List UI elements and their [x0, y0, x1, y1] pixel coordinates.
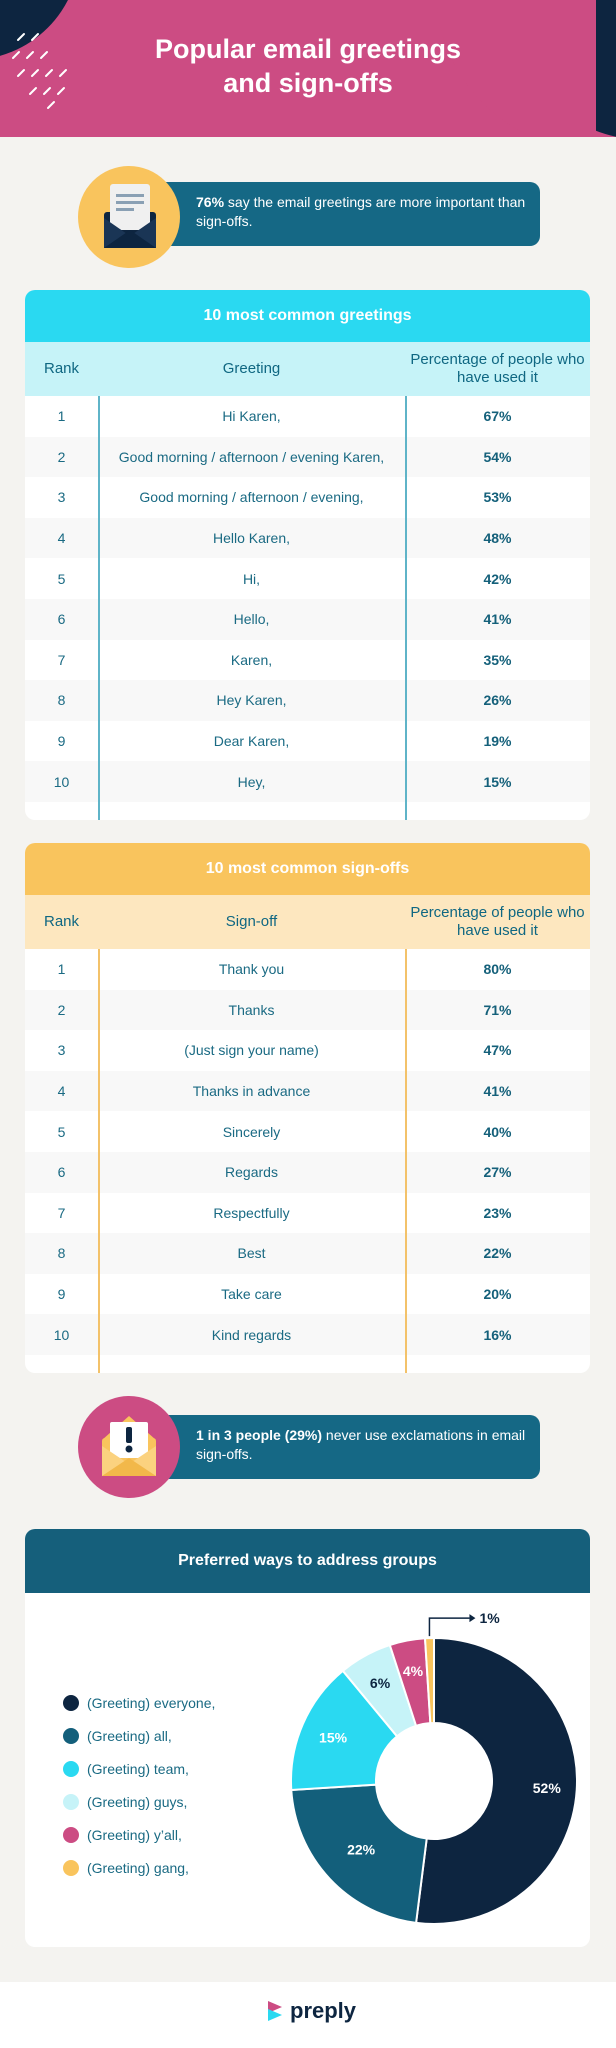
percentage-cell: 42% — [483, 570, 512, 587]
label-cell: Dear Karen, — [213, 733, 290, 750]
label-cell: Karen, — [230, 651, 273, 668]
rank-cell: 5 — [57, 570, 66, 587]
table-row — [25, 1071, 590, 1112]
rank-cell: 6 — [57, 611, 66, 628]
slice-label: 6% — [369, 1674, 391, 1691]
greetings-table — [25, 290, 590, 820]
rank-cell: 8 — [57, 692, 66, 709]
logo-wordmark: preply — [290, 1998, 357, 2023]
legend-label: (Greeting) gang, — [87, 1859, 189, 1876]
rank-cell: 4 — [57, 530, 66, 547]
rank-cell: 9 — [57, 1286, 66, 1303]
callout-stat: 1 in 3 people (29%) — [196, 1427, 323, 1443]
legend-label: (Greeting) y’all, — [87, 1826, 182, 1843]
column-divider — [98, 949, 100, 1373]
col-header-signoff: Sign-off — [225, 913, 278, 930]
percentage-cell: 23% — [483, 1204, 512, 1221]
rank-cell: 8 — [57, 1245, 66, 1262]
group-address-chart-card — [25, 1529, 590, 1947]
rank-cell: 6 — [57, 1164, 66, 1181]
table-row — [25, 518, 590, 559]
title-line-1: Popular email greetings — [154, 34, 462, 64]
label-cell: Hey, — [237, 773, 266, 790]
footer — [0, 1982, 616, 2048]
signoffs-table-header — [25, 895, 590, 949]
chart-title: Preferred ways to address groups — [25, 1529, 590, 1593]
legend-label: (Greeting) everyone, — [87, 1694, 216, 1711]
signoffs-table-title: 10 most common sign-offs — [25, 843, 590, 895]
table-row — [25, 1152, 590, 1193]
table-row — [25, 640, 590, 681]
percentage-cell: 20% — [483, 1286, 512, 1303]
table-row — [25, 990, 590, 1031]
arrow-icon — [469, 1614, 475, 1622]
label-cell: Thanks in advance — [192, 1083, 311, 1100]
percentage-cell: 71% — [483, 1001, 512, 1018]
label-cell: Hello Karen, — [212, 530, 291, 547]
percentage-cell: 48% — [483, 530, 512, 547]
percentage-cell: 27% — [483, 1164, 512, 1181]
percentage-cell: 40% — [483, 1123, 512, 1140]
greetings-table-header — [25, 342, 590, 396]
donut-chart — [25, 1593, 590, 1947]
label-cell: (Just sign your name) — [184, 1042, 319, 1059]
slice-label: 52% — [532, 1780, 561, 1797]
col-header-percentage: Percentage of people who have used it — [410, 351, 585, 386]
label-cell: Regards — [225, 1164, 278, 1181]
slice-label: 15% — [319, 1729, 348, 1746]
percentage-cell: 53% — [483, 489, 512, 506]
callout-text: say the email greetings are more important than sign-offs. — [196, 194, 526, 229]
legend-label: (Greeting) team, — [87, 1760, 189, 1777]
column-divider — [405, 949, 407, 1373]
label-cell: Take care — [221, 1286, 282, 1303]
percentage-cell: 16% — [483, 1326, 512, 1343]
table-row — [25, 477, 590, 518]
percentage-cell: 15% — [483, 773, 512, 790]
label-cell: Hey Karen, — [216, 692, 287, 709]
percentage-cell: 67% — [483, 408, 512, 425]
callout-stat: 76% — [196, 194, 225, 210]
label-cell: Thank you — [218, 961, 285, 978]
table-row — [25, 437, 590, 478]
slice-leader-line — [429, 1618, 469, 1636]
envelope-letter-icon — [78, 166, 180, 268]
col-header-rank: Rank — [43, 360, 80, 377]
table-row — [25, 1193, 590, 1234]
envelope-alert-icon — [78, 1396, 180, 1498]
table-row — [25, 396, 590, 437]
col-header-greeting: Greeting — [222, 360, 281, 377]
greetings-table-title: 10 most common greetings — [25, 290, 590, 342]
title-line-2: and sign-offs — [223, 68, 393, 98]
slice-label: 1% — [479, 1610, 500, 1627]
rank-cell: 1 — [57, 408, 66, 425]
legend-label: (Greeting) guys, — [87, 1793, 188, 1810]
percentage-cell: 41% — [483, 611, 512, 628]
preply-logo — [266, 1998, 356, 2024]
percentage-cell: 80% — [483, 961, 512, 978]
signoffs-table-body — [25, 949, 590, 1373]
percentage-cell: 54% — [483, 448, 512, 465]
table-row — [25, 599, 590, 640]
table-row — [25, 1233, 590, 1274]
column-divider — [405, 396, 407, 820]
callout-icon-circle — [78, 1396, 180, 1498]
preply-logo-icon — [266, 1999, 284, 2023]
table-row — [25, 1111, 590, 1152]
rank-cell: 3 — [57, 489, 66, 506]
label-cell: Respectfully — [213, 1204, 290, 1221]
percentage-cell: 19% — [483, 733, 512, 750]
rank-cell: 2 — [57, 448, 66, 465]
percentage-cell: 47% — [483, 1042, 512, 1059]
rank-cell: 2 — [57, 1001, 66, 1018]
slice-label: 4% — [402, 1662, 424, 1679]
percentage-cell: 26% — [483, 692, 512, 709]
page-title — [0, 32, 616, 100]
percentage-cell: 41% — [483, 1083, 512, 1100]
rank-cell: 9 — [57, 733, 66, 750]
label-cell: Hi Karen, — [222, 408, 281, 425]
table-row — [25, 680, 590, 721]
rank-cell: 7 — [57, 651, 66, 668]
greetings-table-body — [25, 396, 590, 820]
callout-text: never use exclamations in email sign-offs. — [196, 1427, 526, 1462]
rank-cell: 1 — [57, 961, 66, 978]
table-row — [25, 558, 590, 599]
percentage-cell: 35% — [483, 651, 512, 668]
col-header-percentage: Percentage of people who have used it — [410, 904, 585, 939]
rank-cell: 5 — [57, 1123, 66, 1140]
label-cell: Good morning / afternoon / evening Karen, — [118, 448, 385, 465]
legend-label: (Greeting) all, — [87, 1727, 172, 1744]
col-header-rank: Rank — [43, 913, 80, 930]
rank-cell: 10 — [53, 1326, 70, 1343]
label-cell: Thanks — [228, 1001, 275, 1018]
label-cell: Hello, — [233, 611, 270, 628]
table-row — [25, 1314, 590, 1355]
rank-cell: 10 — [53, 773, 70, 790]
rank-cell: 4 — [57, 1083, 66, 1100]
table-row — [25, 1030, 590, 1071]
label-cell: Best — [237, 1245, 266, 1262]
column-divider — [98, 396, 100, 820]
table-row — [25, 761, 590, 802]
label-cell: Sincerely — [222, 1123, 281, 1140]
callout-text-box — [148, 1415, 540, 1479]
table-row — [25, 1274, 590, 1315]
label-cell: Hi, — [242, 570, 261, 587]
rank-cell: 3 — [57, 1042, 66, 1059]
rank-cell: 7 — [57, 1204, 66, 1221]
label-cell: Kind regards — [211, 1326, 292, 1343]
label-cell: Good morning / afternoon / evening, — [139, 489, 364, 506]
table-row — [25, 949, 590, 990]
table-row — [25, 721, 590, 762]
signoffs-table — [25, 843, 590, 1373]
callout-icon-circle — [78, 166, 180, 268]
header-banner — [0, 0, 616, 137]
callout-text-box — [148, 182, 540, 246]
percentage-cell: 22% — [483, 1245, 512, 1262]
slice-label: 22% — [347, 1841, 376, 1858]
